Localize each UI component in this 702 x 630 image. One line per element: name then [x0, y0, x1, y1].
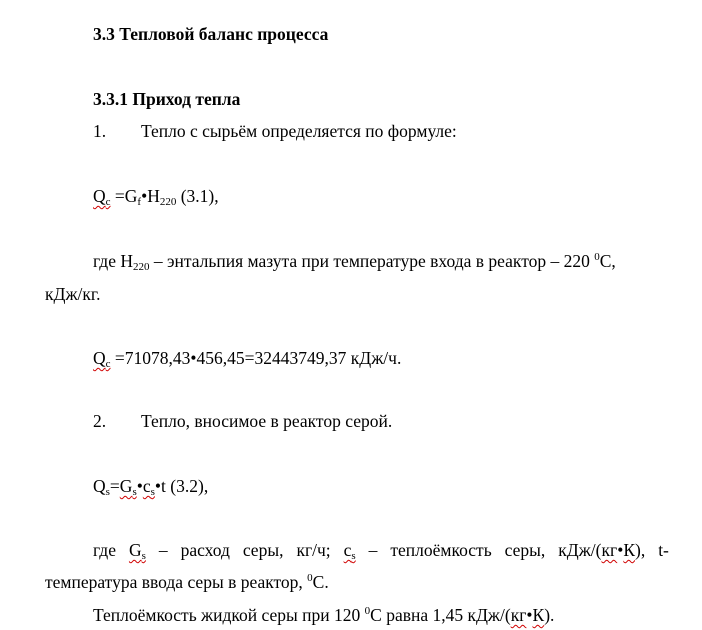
formula-q: $Q_c$	[93, 186, 111, 208]
formula-g: $G_s$	[119, 476, 137, 498]
list-item-1	[93, 120, 457, 142]
list-number: 1.	[93, 121, 107, 141]
where-text-1-continuation: кДж/кг.	[45, 284, 101, 304]
where-g: $G_s$	[128, 540, 146, 562]
list-text: Тепло с сырьём определяется по формуле:	[141, 121, 457, 141]
section-heading: 3.3 Тепловой баланс процесса	[93, 24, 329, 44]
subsection-heading: 3.3.1 Приход тепла	[93, 89, 241, 109]
formula-c: $c_s$	[142, 476, 155, 498]
list-text: Тепло, вносимое в реактор серой.	[141, 411, 393, 431]
calculation-1: $Q_c$ =71078,43•456,45=32443749,37 кДж/ч.	[93, 348, 402, 370]
where-text-2-continuation: температура ввода серы в реактор, $^0$С.	[45, 572, 329, 592]
where-text-1: где $H_{220}$ – энтальпия мазута при температуре входа в реактор – 220 $^0$С,	[93, 251, 616, 273]
list-number: 2.	[93, 411, 107, 431]
list-item-2	[93, 410, 392, 432]
heat-capacity-sentence: Теплоёмкость жидкой серы при 120 $^0$С равна 1,45 кДж/(кг•К).	[93, 605, 555, 625]
where-c: $c_s$	[343, 540, 356, 562]
calc-q: $Q_c$	[93, 348, 111, 370]
formula-3-1: $Q_c$ $=G_f•H_{220}$ (3.1),	[93, 186, 219, 208]
where-text-2: где $G_s$ – расход серы, кг/ч; $c_s$ – теплоёмкость серы, кДж/(кг•К), t-	[93, 540, 669, 562]
formula-3-2: $Q_s=G_s•c_s•t$ (3.2),	[93, 476, 209, 498]
